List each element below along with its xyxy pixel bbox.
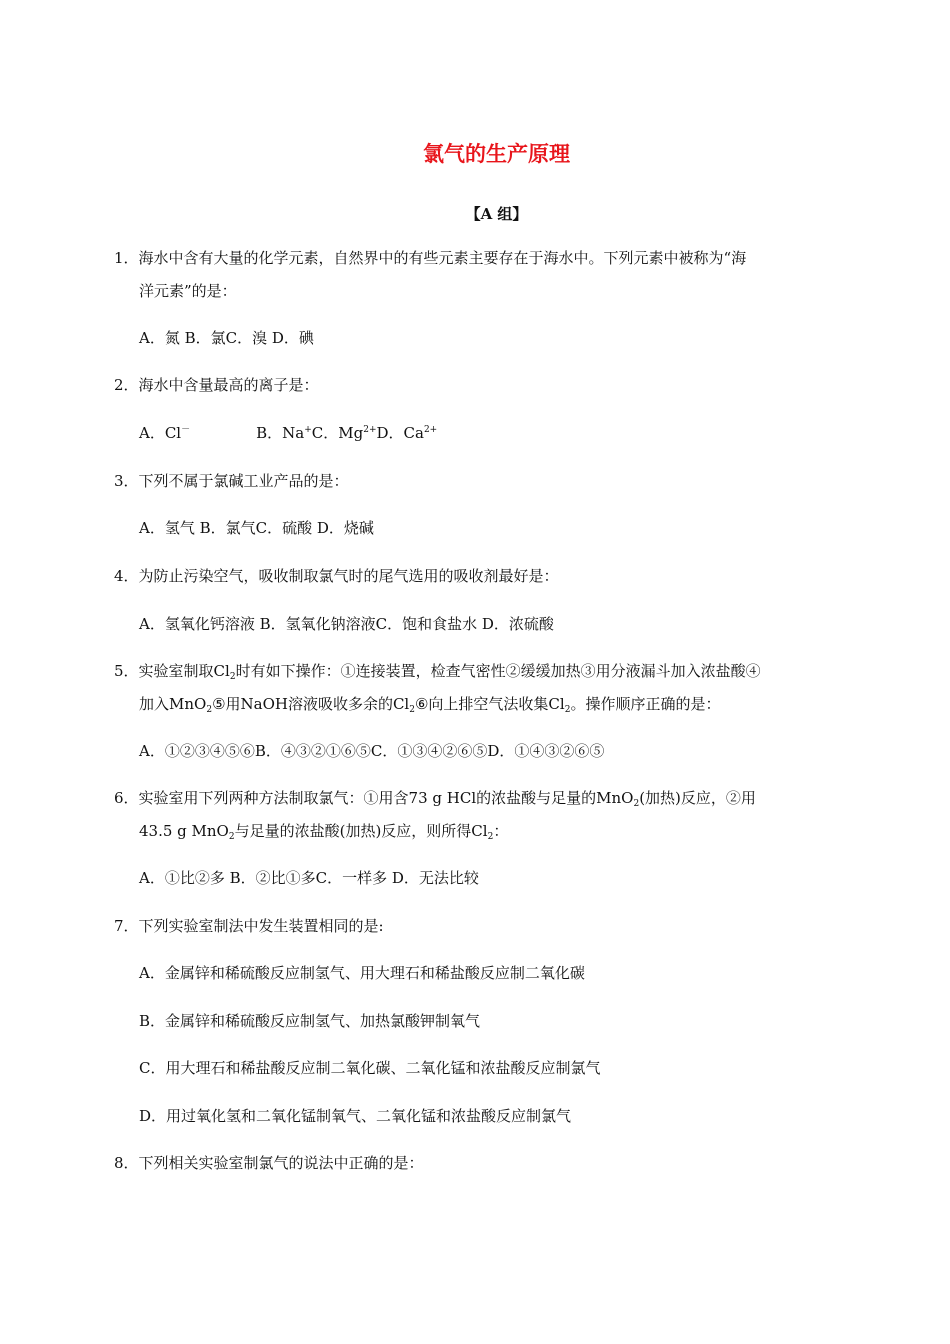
option-b: B．Na+ [256, 424, 312, 442]
question-4-stem: 4．为防止污染空气，吸收制取氯气时的尾气选用的吸收剂最好是： [114, 567, 559, 585]
question-7-option-d: D．用过氧化氢和二氧化锰制氧气、二氧化锰和浓盐酸反应制氯气 [139, 1107, 572, 1125]
question-6-stem-continued: 43.5 g MnO$_2$与足量的浓盐酸(加热)反应，则所得$Cl_2$： [139, 822, 509, 842]
question-4-options: A．氢氧化钙溶液 B．氢氧化钠溶液C．饱和食盐水 D．浓硫酸 [139, 615, 554, 633]
question-7-option-c: C．用大理石和稀盐酸反应制二氧化碳、二氧化锰和浓盐酸反应制氯气 [139, 1059, 601, 1077]
page-title: 氯气的生产原理 [423, 141, 570, 166]
question-1-stem: 1．海水中含有大量的化学元素，自然界中的有些元素主要存在于海水中。下列元素中被称为“海 [114, 249, 747, 267]
question-7-option-a: A．金属锌和稀硫酸反应制氢气、用大理石和稀盐酸反应制二氧化碳 [139, 964, 585, 982]
question-2-stem: 2．海水中含量最高的离子是： [114, 376, 319, 394]
option-a: A．Cl－ [139, 424, 191, 442]
question-2-options [139, 423, 437, 443]
option-c: C．$Mg^{2+}$ [311, 424, 377, 442]
question-3-stem: 3．下列不属于氯碱工业产品的是： [114, 472, 349, 490]
question-6-stem: 6．实验室用下列两种方法制取氯气：①用含73 g HCl的浓盐酸与足量的MnO$_2$(加热)反应，②用 [114, 789, 756, 809]
question-8-stem: 8．下列相关实验室制氯气的说法中正确的是： [114, 1154, 424, 1172]
group-heading: 【A 组】 [465, 205, 528, 223]
question-7-stem: 7．下列实验室制法中发生装置相同的是: [114, 917, 384, 935]
question-5-stem-continued: 加入MnO$_2$⑤用NaOH溶液吸收多余的$Cl_2⑥$向上排空气法收集$Cl_2$。操作顺序正确的是： [139, 695, 721, 715]
question-5-options: A．①②③④⑤⑥B．④③②①⑥⑤C．①③④②⑥⑤D．①④③②⑥⑤ [139, 742, 605, 760]
question-1-options: A．氮 B．氯C．溴 D．碘 [139, 329, 314, 347]
question-7-option-b: B．金属锌和稀硫酸反应制氢气、加热氯酸钾制氧气 [139, 1012, 481, 1030]
question-3-options: A．氢气 B．氯气C．硫酸 D．烧碱 [139, 519, 374, 537]
question-1-stem-continued: 洋元素”的是： [139, 282, 237, 300]
question-6-options: A．①比②多 B．②比①多C．一样多 D．无法比较 [139, 869, 479, 887]
question-5-stem: 5．实验室制取$Cl_2$时有如下操作：①连接装置，检查气密性②缓缓加热③用分液漏斗加入浓盐酸④ [114, 662, 761, 682]
option-d: D．$Ca^{2+}$ [376, 424, 438, 442]
